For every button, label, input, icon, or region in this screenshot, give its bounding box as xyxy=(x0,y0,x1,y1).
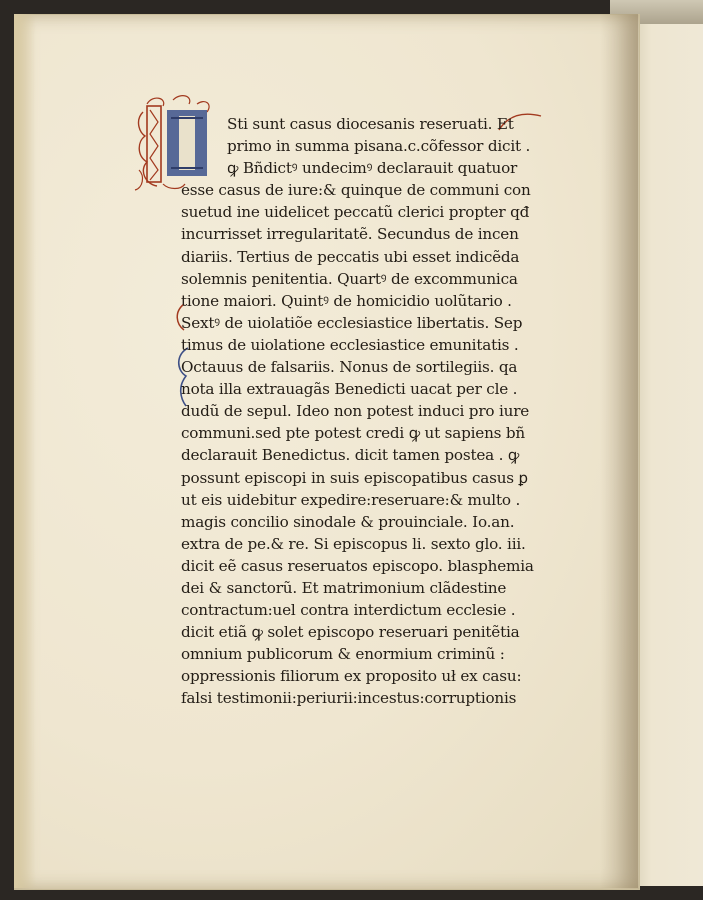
text-line: dudũ de sepul. Ideo non potest induci pro iure xyxy=(181,402,530,421)
text-line: Octauus de falsariis. Nonus de sortilegiis. qa xyxy=(181,358,518,377)
text-line: esse casus de iure:& quinque de communi con xyxy=(181,181,531,200)
page-gutter xyxy=(600,14,638,888)
text-line: communi.sed pte potest credi ꝙ ut sapiens bñ xyxy=(181,424,525,443)
text-line: suetud ine uidelicet peccatũ clerici propter qđ xyxy=(181,203,530,222)
text-line: oppressionis filiorum ex proposito uł ex casu: xyxy=(181,667,522,686)
text-line: ut eis uidebitur expedire:reseruare:& multo . xyxy=(181,490,521,509)
text-line: omnium publicorum & enormium criminũ : xyxy=(181,645,505,664)
text-line: falsi testimonii:periurii:incestus:corruptionis xyxy=(181,689,517,708)
page-binding-edge xyxy=(14,14,36,888)
text-line: declarauit Benedictus. dicit tamen postea . ꝙ xyxy=(181,446,520,465)
text-line: contractum:uel contra interdictum ecclesie . xyxy=(181,601,516,620)
text-line: magis concilio sinodale & prouinciale. Io.an. xyxy=(181,512,515,531)
text-line: diariis. Tertius de peccatis ubi esset indicẽda xyxy=(181,247,520,266)
text-line: timus de uiolatione ecclesiastice emunitatis . xyxy=(181,335,519,354)
text-line: Sti sunt casus diocesanis reseruati. Et xyxy=(227,115,514,133)
text-line: extra de pe.& re. Si episcopus li. sexto glo. iii. xyxy=(181,534,526,553)
text-line: solemnis penitentia. Quartꝰ de excommunica xyxy=(181,269,518,288)
text-line: primo in summa pisana.c.cõfessor dicit . xyxy=(227,137,531,156)
text-line: incurrisset irregularitatẽ. Secundus de incen xyxy=(181,225,519,244)
text-line: dei & sanctorũ. Et matrimonium clãdestine xyxy=(181,578,507,597)
text-line: ꝙ Bñdictꝰ undecimꝰ declarauit quatuor xyxy=(227,159,518,178)
text-block xyxy=(181,113,541,710)
text-line: possunt episcopi in suis episcopatibus casus ꝑ xyxy=(181,468,528,487)
text-line: dicit etiã ꝙ solet episcopo reseruari penitẽtia xyxy=(181,623,520,642)
text-line: dicit eẽ casus reseruatos episcopo. blasphemia xyxy=(181,556,534,575)
text-line: nota illa extrauagãs Benedicti uacat per cle . xyxy=(181,380,518,399)
text-line: Sextꝰ de uiolatiõe ecclesiastice libertatis. Sep xyxy=(181,313,523,332)
text-line: tione maiori. Quintꝰ de homicidio uolũtario . xyxy=(181,291,512,310)
